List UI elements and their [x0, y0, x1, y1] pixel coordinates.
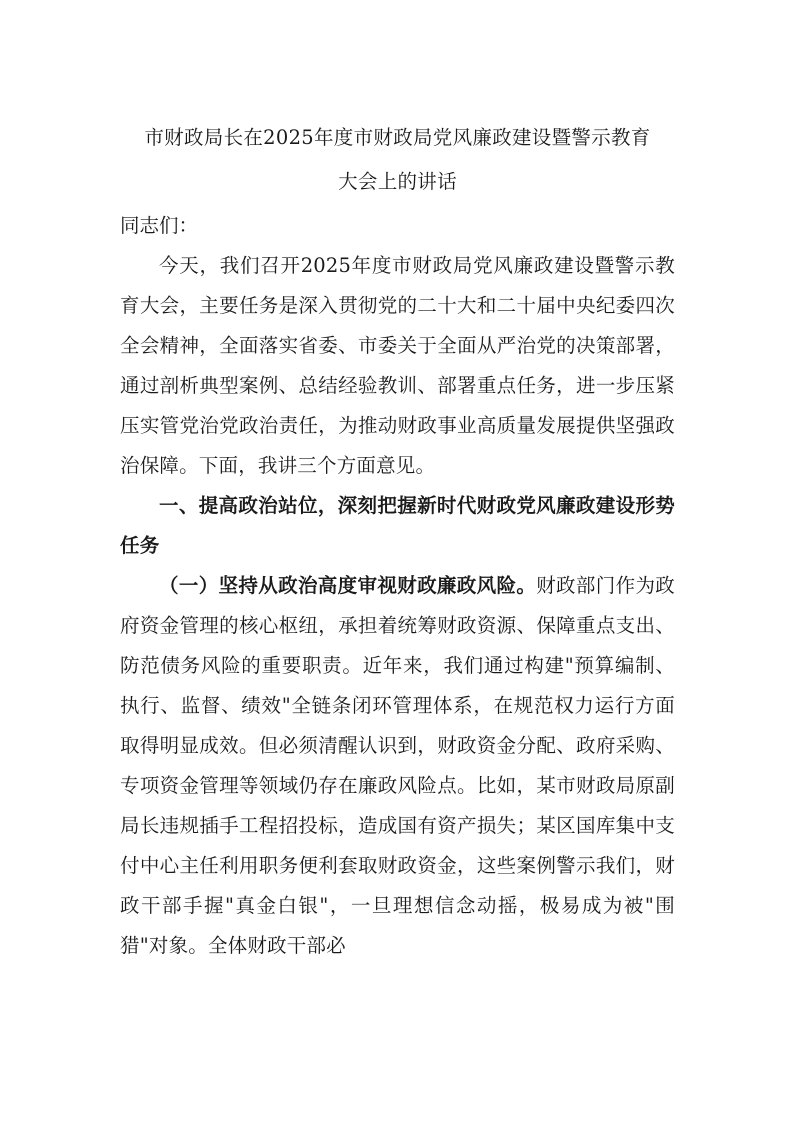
subsection-1-lead: （一）坚持从政治高度审视财政廉政风险。 — [159, 574, 537, 597]
salutation: 同志们： — [120, 214, 199, 237]
document-title-line-2: 大会上的讲话 — [338, 170, 457, 193]
document-body — [120, 116, 675, 966]
document-title-line-1: 市财政局长在2025年度市财政局党风廉政建设暨警示教育 — [144, 126, 651, 149]
section-1-heading: 一、提高政治站位，深刻把握新时代财政党风廉政建设形势任务 — [120, 494, 675, 557]
subsection-1-paragraph — [120, 566, 675, 966]
subsection-1-body: 财政部门作为政府资金管理的核心枢纽，承担着统筹财政资源、保障重点支出、防范债务风险的重要职责。近年来，我们通过构建"预算编制、执行、监督、绩效"全链条闭环管理体系，在规范权力运行方面取得明显成效。但必须清醒认识到，财政资金分配、政府采购、专项资金管理等领域仍存在廉政风险点。比如，某市财政局原副局长违规插手工程招投标，造成国有资产损失；某区国库集中支付中心主任利用职务便利套取财政资金，这些案例警示我们，财政干部手握"真金白银"，一旦理想信念动摇，极易成为被"围猎"对象。全体财政干部必 — [120, 574, 675, 957]
intro-paragraph: 今天，我们召开2025年度市财政局党风廉政建设暨警示教育大会，主要任务是深入贯彻党的二十大和二十届中央纪委四次全会精神，全面落实省委、市委关于全面从严治党的决策部署，通过剖析典型案例、总结经验教训、部署重点任务，进一步压紧压实管党治党政治责任，为推动财政事业高质量发展提供坚强政治保障。下面，我讲三个方面意见。 — [120, 254, 675, 477]
